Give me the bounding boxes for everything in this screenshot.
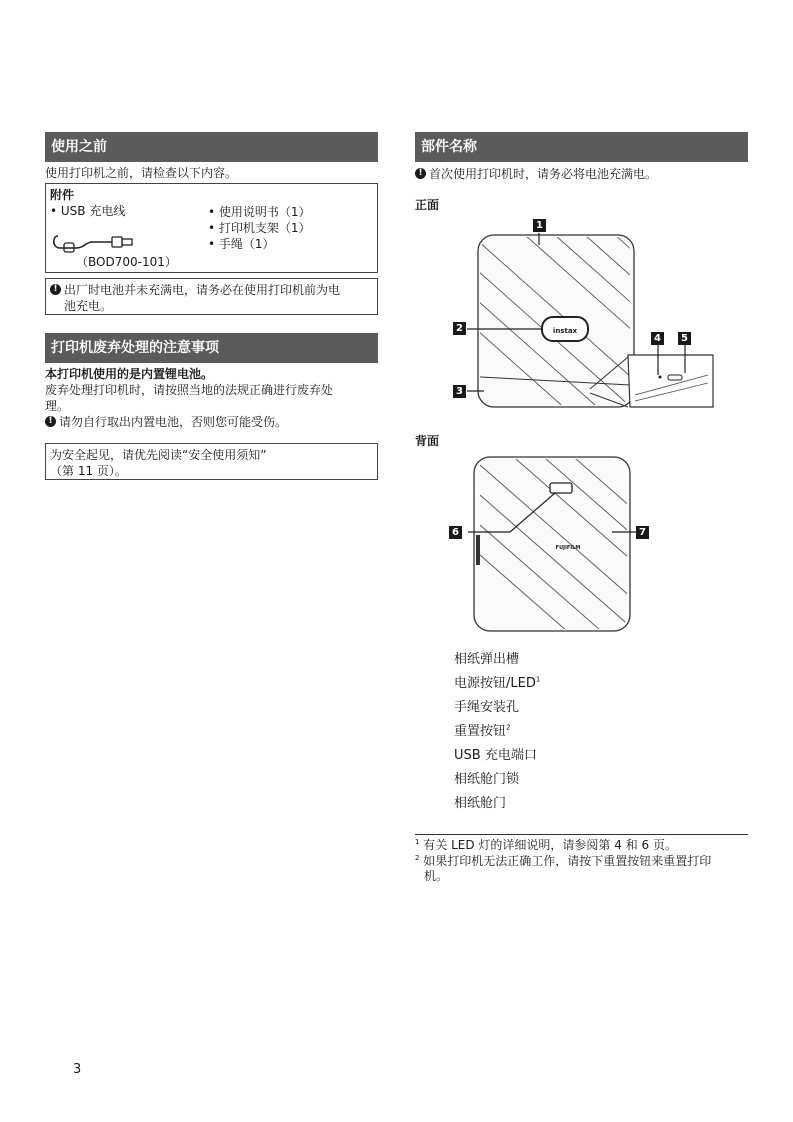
charge-warning-box bbox=[45, 278, 378, 315]
part-item-7: 相纸舱门 bbox=[454, 796, 507, 811]
callout-2: 2 bbox=[453, 322, 466, 335]
callout-3: 3 bbox=[453, 385, 466, 398]
warning-icon: ! bbox=[45, 416, 56, 427]
footnote-divider bbox=[415, 834, 748, 835]
accessories-label: 附件 bbox=[50, 188, 75, 202]
accessory-manual: • 使用说明书（1） bbox=[208, 205, 311, 219]
charge-warning-line1: 出厂时电池并未充满电，请务必在使用打印机前为电 bbox=[64, 283, 341, 297]
section-disposal bbox=[45, 333, 378, 480]
usb-cable-icon bbox=[50, 224, 140, 254]
callout-5: 5 bbox=[678, 332, 691, 345]
part-item-5: USB 充电端口 bbox=[454, 748, 537, 763]
first-use-note: 首次使用打印机时，请务必将电池充满电。 bbox=[429, 167, 658, 181]
accessories-box bbox=[45, 183, 378, 273]
safety-notice-line2: （第 11 页）。 bbox=[50, 464, 127, 478]
back-label: 背面 bbox=[415, 434, 440, 448]
accessory-strap: • 手绳（1） bbox=[208, 237, 275, 251]
usb-cable-item: • USB 充电线 bbox=[50, 204, 126, 218]
accessory-stand: • 打印机支架（1） bbox=[208, 221, 311, 235]
page-number: 3 bbox=[73, 1062, 82, 1077]
before-use-intro: 使用打印机之前，请检查以下内容。 bbox=[45, 166, 238, 180]
part-item-2: 电源按钮/LED$^1$ bbox=[454, 675, 541, 691]
printer-front-illustration bbox=[440, 215, 740, 415]
usb-cable-model: （BOD700-101） bbox=[76, 255, 177, 269]
accessory-list bbox=[208, 204, 311, 252]
part-item-1: 相纸弹出槽 bbox=[454, 652, 520, 667]
part-item-4: 重置按钮$^2$ bbox=[454, 723, 511, 739]
brand-back: FUJIFILM bbox=[555, 545, 581, 551]
footnote-2: $^2$ 如果打印机无法正确工作，请按下重置按钮来重置打印 机。 bbox=[415, 854, 712, 883]
callout-4: 4 bbox=[651, 332, 664, 345]
section-title-parts: 部件名称 bbox=[415, 132, 748, 162]
brand-front: instax bbox=[552, 327, 578, 335]
printer-back-illustration bbox=[440, 445, 740, 640]
warning-icon: ! bbox=[415, 168, 426, 179]
safety-notice-box bbox=[45, 443, 378, 480]
part-item-3: 手绳安装孔 bbox=[454, 700, 520, 715]
safety-notice-line1: 为安全起见，请优先阅读“安全使用须知” bbox=[50, 448, 267, 462]
battery-removal-warning: 请勿自行取出内置电池，否则您可能受伤。 bbox=[59, 415, 288, 429]
front-label: 正面 bbox=[415, 198, 440, 212]
footnote-1: $^1$ 有关 LED 灯的详细说明，请参阅第 4 和 6 页。 bbox=[415, 838, 677, 852]
charge-warning-line2: 池充电。 bbox=[64, 299, 113, 313]
callout-7: 7 bbox=[636, 526, 649, 539]
callout-1: 1 bbox=[533, 219, 546, 232]
section-title-before-use: 使用之前 bbox=[45, 132, 378, 162]
section-parts bbox=[415, 132, 748, 213]
callout-6: 6 bbox=[449, 526, 462, 539]
dispose-text-line2: 理。 bbox=[45, 399, 70, 413]
battery-note: 本打印机使用的是内置锂电池。 bbox=[45, 367, 214, 381]
section-before-use bbox=[45, 132, 378, 315]
dispose-text-line1: 废弃处理打印机时，请按照当地的法规正确进行废弃处 bbox=[45, 383, 334, 397]
warning-icon: ! bbox=[50, 284, 61, 295]
section-title-disposal: 打印机废弃处理的注意事项 bbox=[45, 333, 378, 363]
part-item-6: 相纸舱门锁 bbox=[454, 772, 520, 787]
